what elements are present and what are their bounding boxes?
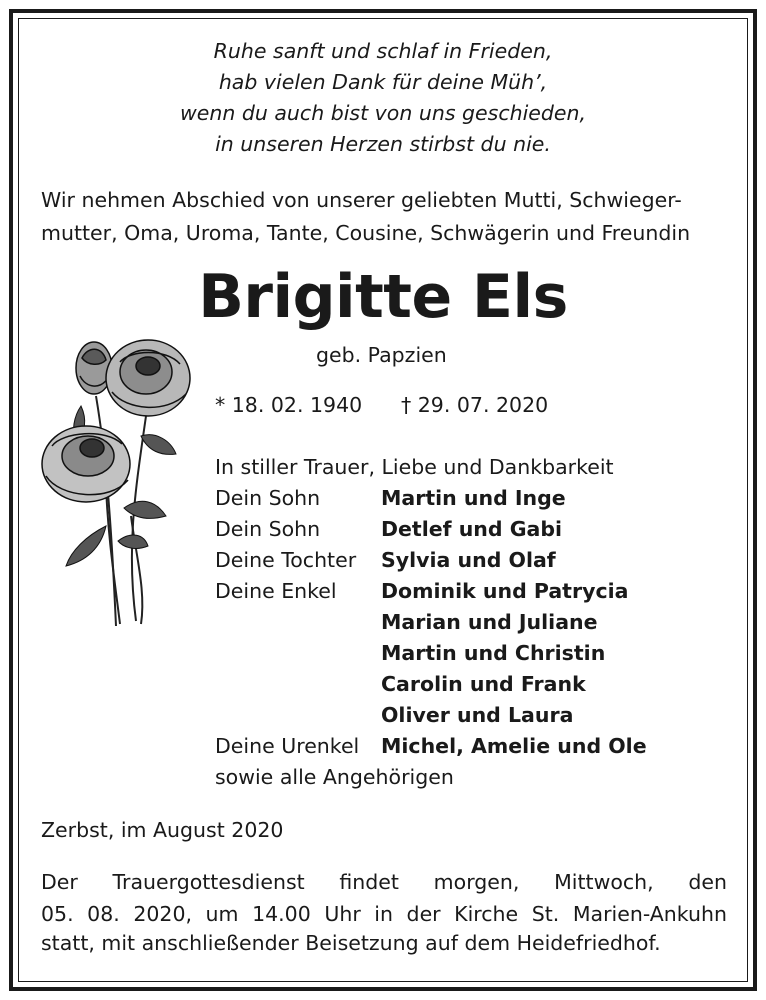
mourner-names: Detlef und Gabi xyxy=(381,517,563,541)
mourner-relation: Dein Sohn xyxy=(215,486,321,510)
poem xyxy=(30,36,736,160)
mourning-line: In stiller Trauer, Liebe und Dankbarkeit xyxy=(215,455,614,479)
mourner-names: Oliver und Laura xyxy=(381,703,574,727)
mourner-names: Dominik und Patrycia xyxy=(381,579,629,603)
intro-line: Wir nehmen Abschied von unserer geliebten Mutti, Schwieger- xyxy=(41,188,682,212)
mourner-names: Marian und Juliane xyxy=(381,610,598,634)
birth-date: * 18. 02. 1940 xyxy=(215,393,363,417)
mourner-names: Sylvia und Olaf xyxy=(381,548,556,572)
mourner-names: Martin und Christin xyxy=(381,641,606,665)
roses-illustration xyxy=(36,336,202,628)
poem-line: wenn du auch bist von uns geschieden, xyxy=(179,101,587,125)
mourner-relation: Deine Tochter xyxy=(215,548,357,572)
mourner-names: Carolin und Frank xyxy=(381,672,586,696)
mourner-relation: Deine Enkel xyxy=(215,579,337,603)
service-line: Der Trauergottesdienst findet morgen, Mittwoch, den xyxy=(41,870,727,894)
mourner-relation: Deine Urenkel xyxy=(215,734,360,758)
maiden-name: geb. Papzien xyxy=(316,343,447,367)
mourner-names: Martin und Inge xyxy=(381,486,566,510)
place-date: Zerbst, im August 2020 xyxy=(41,818,284,842)
service-line: 05. 08. 2020, um 14.00 Uhr in der Kirche St. Marien-Ankuhn xyxy=(41,902,727,926)
mourner-names: Michel, Amelie und Ole xyxy=(381,734,647,758)
poem-line: hab vielen Dank für deine Müh’, xyxy=(218,70,548,94)
death-date: † 29. 07. 2020 xyxy=(401,393,549,417)
poem-line: Ruhe sanft und schlaf in Frieden, xyxy=(213,39,553,63)
intro-line: mutter, Oma, Uroma, Tante, Cousine, Schwägerin und Freundin xyxy=(41,221,691,245)
poem-line: in unseren Herzen stirbst du nie. xyxy=(215,132,551,156)
service-line: statt, mit anschließender Beisetzung auf dem Heidefriedhof. xyxy=(41,931,661,955)
mourner-relation: Dein Sohn xyxy=(215,517,321,541)
deceased-name: Brigitte Els xyxy=(198,262,568,332)
closing-relatives: sowie alle Angehörigen xyxy=(215,765,454,789)
